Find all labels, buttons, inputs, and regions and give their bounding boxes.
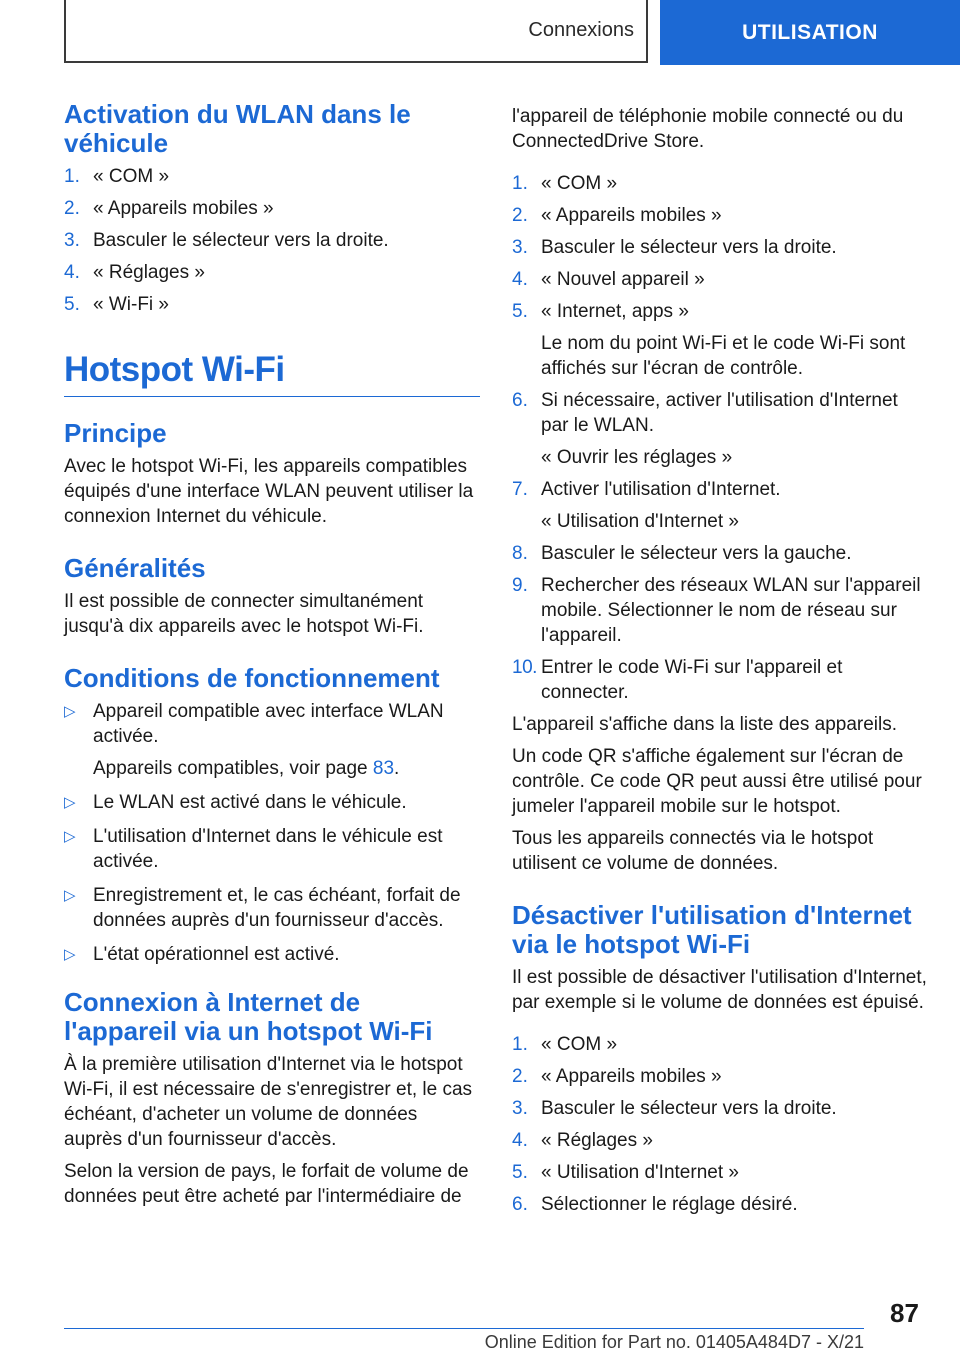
step-number: 4. (64, 262, 80, 283)
step-text: « Utilisation d'Internet » (541, 1162, 739, 1183)
conditions-list (64, 699, 480, 967)
step-text: Sélectionner le réglage désiré. (541, 1194, 798, 1215)
step-text: « Wi-Fi » (93, 294, 169, 315)
step-subtext: « Utilisation d'Internet » (541, 511, 739, 532)
step-text: « Réglages » (93, 262, 205, 283)
deactivate-paragraph: Il est possible de désactiver l'utilisation d'Internet, par exemple si le volume de données est épuisé. (512, 967, 927, 1013)
step-number: 5. (64, 294, 80, 315)
list-item (64, 942, 480, 967)
list-item (64, 292, 480, 317)
list-item (64, 699, 480, 781)
list-item (512, 299, 928, 381)
left-column (64, 100, 480, 1216)
header-chapter-tab (660, 0, 960, 65)
page-number: 87 (890, 1298, 919, 1328)
page-link[interactable]: 83 (372, 758, 395, 779)
list-item (64, 196, 480, 221)
list-item (64, 260, 480, 285)
step-subtext: « Ouvrir les réglages » (541, 447, 733, 468)
step-text: « COM » (93, 166, 170, 187)
connexion-paragraph-1: À la première utilisation d'Internet via le hotspot Wi-Fi, il est nécessaire de s'enregistrer et, le cas échéant, d'acheter un volume de données auprès d'un fournisseur d'accès. (64, 1054, 473, 1150)
step-number: 4. (512, 269, 528, 290)
result-paragraph-3: Tous les appareils connectés via le hotspot utilisent ce volume de données. (512, 828, 874, 874)
result-paragraph-2: Un code QR s'affiche également sur l'écran de contrôle. Ce code QR peut aussi être utilisé pour jumeler l'appareil mobile sur le hotspot. (512, 746, 922, 817)
right-column (512, 104, 928, 1224)
result-paragraph-1: L'appareil s'affiche dans la liste des appareils. (512, 714, 898, 735)
step-number: 8. (512, 543, 528, 564)
step-text: « Internet, apps » (541, 301, 689, 322)
list-item (64, 228, 480, 253)
section-title-deactivate: Désactiver l'utilisation d'Internet via le hotspot Wi-Fi (512, 900, 912, 959)
chapter-title: Hotspot Wi-Fi (64, 350, 480, 397)
step-text: « Appareils mobiles » (541, 205, 722, 226)
list-item (512, 573, 928, 648)
step-number: 3. (64, 230, 80, 251)
step-number: 3. (512, 1098, 528, 1119)
step-text: « COM » (541, 173, 618, 194)
list-item (512, 235, 928, 260)
step-number: 3. (512, 237, 528, 258)
step-text: Activer l'utilisation d'Internet. (541, 479, 781, 500)
footer-edition: Online Edition for Part no. 01405A484D7 - X/21 (484, 1332, 864, 1352)
list-item (512, 203, 928, 228)
section-title-principe: Principe (64, 418, 167, 448)
condition-text: Enregistrement et, le cas échéant, forfait de données auprès d'un fournisseur d'accès. (93, 885, 461, 931)
step-text: « COM » (541, 1034, 618, 1055)
condition-subtext: Appareils compatibles, voir page 83. (93, 758, 400, 779)
step-number: 6. (512, 390, 528, 411)
triangle-bullet-icon: ▷ (64, 946, 76, 963)
step-text: Basculer le sélecteur vers la droite. (541, 237, 837, 258)
step-number: 10. (512, 657, 537, 678)
list-item (512, 541, 928, 566)
step-number: 5. (512, 301, 528, 322)
triangle-bullet-icon: ▷ (64, 887, 76, 904)
step-number: 2. (512, 205, 528, 226)
step-subtext: Le nom du point Wi-Fi et le code Wi-Fi sont affichés sur l'écran de contrôle. (541, 333, 906, 379)
step-text: Basculer le sélecteur vers la droite. (93, 230, 389, 251)
list-item (512, 1032, 928, 1057)
condition-text: L'utilisation d'Internet dans le véhicule est activée. (93, 826, 443, 872)
condition-text: L'état opérationnel est activé. (93, 944, 340, 965)
list-item (512, 1192, 928, 1217)
step-text: Rechercher des réseaux WLAN sur l'appareil mobile. Sélectionner le nom de réseau sur l'appareil. (541, 575, 921, 646)
triangle-bullet-icon: ▷ (64, 703, 76, 720)
list-item (512, 1160, 928, 1185)
principe-paragraph: Avec le hotspot Wi-Fi, les appareils compatibles équipés d'une interface WLAN peuvent utiliser la connexion Internet du véhicule. (64, 456, 474, 527)
wlan-steps-list (64, 164, 480, 317)
list-item (512, 171, 928, 196)
step-number: 2. (64, 198, 80, 219)
step-text: Si nécessaire, activer l'utilisation d'Internet par le WLAN. (541, 390, 898, 436)
list-item (512, 655, 928, 705)
step-text: « Appareils mobiles » (541, 1066, 722, 1087)
step-text: « Appareils mobiles » (93, 198, 274, 219)
section-title-conditions: Conditions de fonctionnement (64, 663, 440, 693)
step-number: 9. (512, 575, 528, 596)
triangle-bullet-icon: ▷ (64, 828, 76, 845)
section-title-generalites: Généralités (64, 553, 206, 583)
section-title-connexion: Connexion à Internet de l'appareil via un hotspot Wi-Fi (64, 987, 433, 1046)
step-text: Basculer le sélecteur vers la gauche. (541, 543, 852, 564)
list-item (512, 388, 928, 470)
list-item (64, 164, 480, 189)
step-number: 1. (512, 173, 528, 194)
continued-paragraph: l'appareil de téléphonie mobile connecté ou du ConnectedDrive Store. (512, 106, 904, 152)
footer-rule (64, 1328, 864, 1329)
list-item (64, 824, 480, 874)
step-text: Entrer le code Wi-Fi sur l'appareil et connecter. (541, 657, 843, 703)
list-item (64, 790, 480, 815)
step-text: « Réglages » (541, 1130, 653, 1151)
deactivate-steps-list (512, 1032, 928, 1217)
triangle-bullet-icon: ▷ (64, 794, 76, 811)
condition-text: Le WLAN est activé dans le véhicule. (93, 792, 407, 813)
step-text: Basculer le sélecteur vers la droite. (541, 1098, 837, 1119)
list-item (512, 1096, 928, 1121)
condition-text: Appareil compatible avec interface WLAN activée. (93, 701, 444, 747)
step-number: 4. (512, 1130, 528, 1151)
header-section-label: Connexions (528, 19, 634, 41)
header-section-box (64, 0, 648, 63)
list-item (64, 883, 480, 933)
step-number: 7. (512, 479, 528, 500)
step-number: 1. (512, 1034, 528, 1055)
list-item (512, 1128, 928, 1153)
generalites-paragraph: Il est possible de connecter simultanément jusqu'à dix appareils avec le hotspot Wi-Fi. (64, 591, 424, 637)
list-item (512, 477, 928, 534)
step-number: 1. (64, 166, 80, 187)
list-item (512, 267, 928, 292)
hotspot-steps-list (512, 171, 928, 705)
step-number: 2. (512, 1066, 528, 1087)
step-number: 6. (512, 1194, 528, 1215)
list-item (512, 1064, 928, 1089)
step-text: « Nouvel appareil » (541, 269, 705, 290)
connexion-paragraph-2: Selon la version de pays, le forfait de volume de données peut être acheté par l'intermédiaire de (64, 1161, 469, 1207)
step-number: 5. (512, 1162, 528, 1183)
section-title-wlan: Activation du WLAN dans le véhicule (64, 99, 411, 158)
header-chapter-label: UTILISATION (742, 20, 878, 44)
